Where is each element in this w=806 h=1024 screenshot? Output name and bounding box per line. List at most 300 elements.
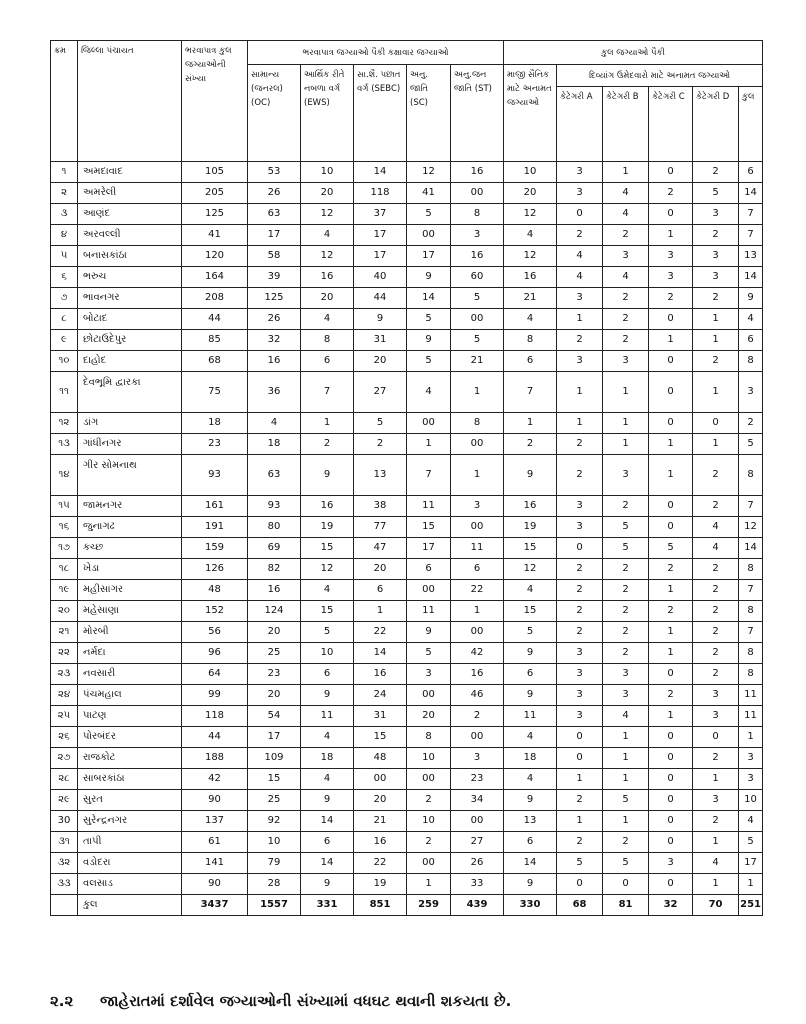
cell-a: 5 (557, 853, 603, 874)
table-row (51, 874, 763, 895)
cell-sebc: 2 (354, 434, 407, 455)
cell-name: છોટાઉદેપુર (78, 330, 182, 351)
cell-d: 1 (693, 874, 739, 895)
cell-name: સુરેન્દ્રનગર (78, 811, 182, 832)
cell-c: 3 (649, 853, 693, 874)
cell-ews: 6 (301, 351, 354, 372)
table-row (51, 748, 763, 769)
cell-b: 5 (603, 853, 649, 874)
cell-sebc: 20 (354, 559, 407, 580)
cell-sebc: 17 (354, 225, 407, 246)
cell-oc: 124 (248, 601, 301, 622)
cell-total: 126 (182, 559, 248, 580)
cell-total: 44 (182, 309, 248, 330)
cell-st: 5 (451, 288, 504, 309)
cell-c: 0 (649, 496, 693, 517)
cell-sr: ૭ (51, 288, 78, 309)
table-row (51, 706, 763, 727)
cell-total: 48 (182, 580, 248, 601)
cell-c: 1 (649, 455, 693, 496)
cell-sr: ૨૪ (51, 685, 78, 706)
cell-sc: 5 (407, 204, 451, 225)
header-ews: આર્થિક રીતે નબળા વર્ગ (EWS) (301, 65, 354, 162)
cell-sc: 5 (407, 351, 451, 372)
cell-oc: 20 (248, 622, 301, 643)
cell-total: 68 (182, 351, 248, 372)
cell-exs: 4 (504, 309, 557, 330)
cell-sr: ૧૩ (51, 434, 78, 455)
cell-sr: ૧૮ (51, 559, 78, 580)
table-row (51, 330, 763, 351)
cell-a: 3 (557, 351, 603, 372)
cell-b: 2 (603, 559, 649, 580)
cell-sebc: 118 (354, 183, 407, 204)
cell-dt: 9 (739, 288, 763, 309)
cell-a: 2 (557, 434, 603, 455)
cell-d: 0 (693, 727, 739, 748)
table-row (51, 413, 763, 434)
cell-sr: ૫ (51, 246, 78, 267)
cell-name: ગાંધીનગર (78, 434, 182, 455)
cell-sc: 9 (407, 330, 451, 351)
cell-sebc: 9 (354, 309, 407, 330)
cell-b: 2 (603, 622, 649, 643)
cell-sc: 2 (407, 832, 451, 853)
cell-name: સાબરકાંઠા (78, 769, 182, 790)
cell-st: 16 (451, 664, 504, 685)
cell-exs: 9 (504, 643, 557, 664)
cell-name: વલસાડ (78, 874, 182, 895)
cell-c: 0 (649, 727, 693, 748)
cell-sr: ૨૦ (51, 601, 78, 622)
cell-total: 118 (182, 706, 248, 727)
cell-st: 00 (451, 727, 504, 748)
cell-sc: 17 (407, 538, 451, 559)
total-row (51, 895, 763, 916)
cell-name: ખેડા (78, 559, 182, 580)
cell-c: 1 (649, 580, 693, 601)
cell-c: 0 (649, 769, 693, 790)
cell-dt: 14 (739, 538, 763, 559)
cell-total: 125 (182, 204, 248, 225)
total-sc: 259 (407, 895, 451, 916)
cell-sebc: 00 (354, 769, 407, 790)
cell-sebc: 48 (354, 748, 407, 769)
cell-name: જામનગર (78, 496, 182, 517)
cell-st: 00 (451, 622, 504, 643)
cell-oc: 92 (248, 811, 301, 832)
cell-sc: 12 (407, 162, 451, 183)
cell-sebc: 19 (354, 874, 407, 895)
cell-c: 0 (649, 162, 693, 183)
cell-d: 1 (693, 832, 739, 853)
footnote (50, 992, 511, 1010)
cell-a: 2 (557, 832, 603, 853)
total-sebc: 851 (354, 895, 407, 916)
cell-name: ભાવનગર (78, 288, 182, 309)
cell-exs: 7 (504, 372, 557, 413)
header-sr: ક્રમ (51, 41, 78, 162)
cell-sc: 5 (407, 309, 451, 330)
cell-d: 5 (693, 183, 739, 204)
cell-oc: 32 (248, 330, 301, 351)
cell-name: આણંદ (78, 204, 182, 225)
cell-ews: 4 (301, 727, 354, 748)
cell-sr: ૨૭ (51, 748, 78, 769)
cell-b: 5 (603, 538, 649, 559)
cell-a: 4 (557, 246, 603, 267)
cell-ews: 7 (301, 372, 354, 413)
cell-d: 3 (693, 246, 739, 267)
table-row (51, 832, 763, 853)
cell-dt: 5 (739, 434, 763, 455)
cell-oc: 125 (248, 288, 301, 309)
cell-c: 0 (649, 309, 693, 330)
cell-b: 2 (603, 601, 649, 622)
cell-ews: 9 (301, 685, 354, 706)
cell-d: 2 (693, 162, 739, 183)
cell-oc: 69 (248, 538, 301, 559)
cell-b: 2 (603, 225, 649, 246)
header-disabled-group: દિવ્યાંગ ઉમેદવારો માટે અનામત જગ્યાઓ (557, 65, 763, 87)
cell-ews: 5 (301, 622, 354, 643)
cell-dt: 2 (739, 413, 763, 434)
cell-exs: 16 (504, 496, 557, 517)
cell-total: 23 (182, 434, 248, 455)
cell-d: 4 (693, 517, 739, 538)
cell-d: 1 (693, 330, 739, 351)
cell-c: 0 (649, 413, 693, 434)
cell-st: 21 (451, 351, 504, 372)
cell-b: 3 (603, 351, 649, 372)
cell-sebc: 5 (354, 413, 407, 434)
cell-b: 3 (603, 246, 649, 267)
cell-dt: 8 (739, 559, 763, 580)
table-row (51, 685, 763, 706)
cell-sc: 41 (407, 183, 451, 204)
table-row (51, 601, 763, 622)
cell-dt: 8 (739, 601, 763, 622)
total-dt: 251 (739, 895, 763, 916)
header-st: અનુ.જન જાતિ (ST) (451, 65, 504, 162)
cell-st: 2 (451, 706, 504, 727)
table-row (51, 351, 763, 372)
header-oc: સામાન્ય (જનરલ) (OC) (248, 65, 301, 162)
cell-st: 6 (451, 559, 504, 580)
cell-ews: 12 (301, 204, 354, 225)
header-district: જિલ્લા પંચાયત (78, 41, 182, 162)
cell-total: 42 (182, 769, 248, 790)
cell-d: 2 (693, 225, 739, 246)
cell-exs: 4 (504, 769, 557, 790)
cell-exs: 10 (504, 162, 557, 183)
cell-oc: 36 (248, 372, 301, 413)
cell-a: 3 (557, 496, 603, 517)
cell-d: 2 (693, 601, 739, 622)
cell-name: નવસારી (78, 664, 182, 685)
cell-dt: 1 (739, 727, 763, 748)
cell-sebc: 47 (354, 538, 407, 559)
cell-total: 188 (182, 748, 248, 769)
cell-sebc: 24 (354, 685, 407, 706)
table-body (51, 162, 763, 916)
cell-oc: 80 (248, 517, 301, 538)
table-header (51, 41, 763, 162)
cell-st: 16 (451, 246, 504, 267)
cell-total: 120 (182, 246, 248, 267)
cell-sc: 14 (407, 288, 451, 309)
cell-b: 2 (603, 496, 649, 517)
header-category-group: ભરવાપાત્ર જગ્યાઓ પૈકી કક્ષાવાર જગ્યાઓ (248, 41, 504, 65)
cell-c: 3 (649, 246, 693, 267)
cell-d: 3 (693, 685, 739, 706)
table-row (51, 225, 763, 246)
cell-st: 16 (451, 162, 504, 183)
cell-name: બનાસકાંઠા (78, 246, 182, 267)
cell-oc: 25 (248, 790, 301, 811)
cell-d: 2 (693, 455, 739, 496)
cell-oc: 63 (248, 204, 301, 225)
cell-d: 1 (693, 309, 739, 330)
cell-oc: 93 (248, 496, 301, 517)
cell-c: 0 (649, 790, 693, 811)
cell-st: 00 (451, 183, 504, 204)
cell-st: 11 (451, 538, 504, 559)
cell-exs: 9 (504, 874, 557, 895)
cell-a: 0 (557, 538, 603, 559)
cell-sr: ૧૪ (51, 455, 78, 496)
cell-ews: 4 (301, 580, 354, 601)
cell-c: 0 (649, 811, 693, 832)
cell-sebc: 31 (354, 706, 407, 727)
cell-total: 159 (182, 538, 248, 559)
cell-total: 93 (182, 455, 248, 496)
cell-oc: 16 (248, 580, 301, 601)
table-row (51, 664, 763, 685)
cell-dt: 8 (739, 664, 763, 685)
cell-oc: 28 (248, 874, 301, 895)
cell-exs: 6 (504, 351, 557, 372)
cell-total: 99 (182, 685, 248, 706)
cell-c: 2 (649, 601, 693, 622)
cell-ews: 4 (301, 225, 354, 246)
cell-sr: ૨૫ (51, 706, 78, 727)
cell-sebc: 37 (354, 204, 407, 225)
cell-name: કચ્છ (78, 538, 182, 559)
cell-a: 2 (557, 225, 603, 246)
table-row (51, 559, 763, 580)
cell-total: 44 (182, 727, 248, 748)
cell-d: 3 (693, 204, 739, 225)
cell-ews: 14 (301, 853, 354, 874)
total-a: 68 (557, 895, 603, 916)
cell-d: 2 (693, 496, 739, 517)
table-row (51, 580, 763, 601)
cell-c: 0 (649, 351, 693, 372)
cell-a: 1 (557, 309, 603, 330)
cell-sc: 2 (407, 790, 451, 811)
cell-oc: 18 (248, 434, 301, 455)
cell-st: 00 (451, 434, 504, 455)
cell-c: 5 (649, 538, 693, 559)
cell-sc: 3 (407, 664, 451, 685)
cell-st: 42 (451, 643, 504, 664)
table-row (51, 267, 763, 288)
cell-oc: 109 (248, 748, 301, 769)
cell-ews: 9 (301, 455, 354, 496)
cell-a: 2 (557, 601, 603, 622)
cell-d: 2 (693, 664, 739, 685)
cell-total: 105 (182, 162, 248, 183)
header-sebc: સા.શૈ. પછાત વર્ગ (SEBC) (354, 65, 407, 162)
header-disabled-total: કુલ (739, 87, 763, 162)
cell-sr: ૧૨ (51, 413, 78, 434)
cell-total: 61 (182, 832, 248, 853)
cell-a: 3 (557, 162, 603, 183)
cell-ews: 2 (301, 434, 354, 455)
cell-a: 1 (557, 769, 603, 790)
cell-a: 0 (557, 748, 603, 769)
cell-exs: 1 (504, 413, 557, 434)
cell-sr: ૧ (51, 162, 78, 183)
table-row (51, 434, 763, 455)
header-sc: અનુ. જાતિ (SC) (407, 65, 451, 162)
cell-a: 1 (557, 413, 603, 434)
table-row (51, 769, 763, 790)
cell-a: 3 (557, 706, 603, 727)
cell-sc: 1 (407, 434, 451, 455)
cell-b: 4 (603, 183, 649, 204)
cell-sc: 6 (407, 559, 451, 580)
cell-sebc: 77 (354, 517, 407, 538)
cell-a: 1 (557, 372, 603, 413)
cell-a: 4 (557, 267, 603, 288)
cell-c: 1 (649, 434, 693, 455)
table-row (51, 496, 763, 517)
cell-oc: 82 (248, 559, 301, 580)
cell-dt: 8 (739, 351, 763, 372)
cell-ews: 1 (301, 413, 354, 434)
cell-dt: 7 (739, 580, 763, 601)
cell-total: 90 (182, 874, 248, 895)
cell-dt: 14 (739, 183, 763, 204)
cell-dt: 6 (739, 330, 763, 351)
cell-name: અમરેલી (78, 183, 182, 204)
cell-oc: 54 (248, 706, 301, 727)
header-ex-serviceman: માજી સૈનિક માટે અનામત જગ્યાઓ (504, 65, 557, 162)
cell-sr: ૬ (51, 267, 78, 288)
cell-sebc: 44 (354, 288, 407, 309)
cell-d: 2 (693, 748, 739, 769)
cell-d: 2 (693, 580, 739, 601)
cell-sr: ૮ (51, 309, 78, 330)
cell-sr: ૨૩ (51, 664, 78, 685)
footnote-text: જાહેરાતમાં દર્શાવેલ જગ્યાઓની સંખ્યામાં વધઘટ થવાની શકયતા છે. (100, 992, 512, 1010)
cell-dt: 12 (739, 517, 763, 538)
cell-b: 5 (603, 517, 649, 538)
cell-exs: 5 (504, 622, 557, 643)
cell-b: 0 (603, 874, 649, 895)
cell-b: 3 (603, 664, 649, 685)
header-cat-b: કેટેગરી B (603, 87, 649, 162)
total-d: 70 (693, 895, 739, 916)
table-row (51, 853, 763, 874)
cell-dt: 8 (739, 643, 763, 664)
cell-oc: 16 (248, 351, 301, 372)
cell-name: અરવલ્લી (78, 225, 182, 246)
cell-b: 3 (603, 685, 649, 706)
cell-sebc: 20 (354, 351, 407, 372)
cell-ews: 10 (301, 162, 354, 183)
cell-exs: 9 (504, 685, 557, 706)
cell-st: 23 (451, 769, 504, 790)
cell-name: વડોદરા (78, 853, 182, 874)
cell-exs: 8 (504, 330, 557, 351)
cell-total: 137 (182, 811, 248, 832)
cell-sc: 00 (407, 225, 451, 246)
cell-a: 3 (557, 685, 603, 706)
cell-exs: 20 (504, 183, 557, 204)
cell-b: 5 (603, 790, 649, 811)
cell-a: 0 (557, 727, 603, 748)
cell-dt: 7 (739, 225, 763, 246)
cell-a: 2 (557, 580, 603, 601)
cell-name: બોટાદ (78, 309, 182, 330)
cell-b: 4 (603, 706, 649, 727)
table-row (51, 538, 763, 559)
cell-c: 0 (649, 517, 693, 538)
cell-exs: 18 (504, 748, 557, 769)
cell-ews: 9 (301, 790, 354, 811)
cell-b: 2 (603, 832, 649, 853)
cell-sebc: 21 (354, 811, 407, 832)
cell-exs: 13 (504, 811, 557, 832)
cell-dt: 4 (739, 309, 763, 330)
cell-exs: 4 (504, 225, 557, 246)
cell-sr: ૪ (51, 225, 78, 246)
header-total-group: કુલ જગ્યાઓ પૈકી (504, 41, 763, 65)
cell-sc: 10 (407, 811, 451, 832)
cell-sc: 00 (407, 769, 451, 790)
cell-d: 4 (693, 538, 739, 559)
cell-st: 3 (451, 748, 504, 769)
cell-sr: ૩૧ (51, 832, 78, 853)
cell-sc: 7 (407, 455, 451, 496)
cell-ews: 16 (301, 267, 354, 288)
cell-sebc: 6 (354, 580, 407, 601)
cell-b: 1 (603, 372, 649, 413)
cell-ews: 10 (301, 643, 354, 664)
cell-dt: 7 (739, 622, 763, 643)
cell-sc: 11 (407, 496, 451, 517)
cell-exs: 9 (504, 790, 557, 811)
cell-c: 3 (649, 267, 693, 288)
cell-b: 2 (603, 643, 649, 664)
cell-d: 2 (693, 351, 739, 372)
cell-sc: 15 (407, 517, 451, 538)
header-cat-a: કેટેગરી A (557, 87, 603, 162)
cell-c: 2 (649, 183, 693, 204)
cell-ews: 6 (301, 832, 354, 853)
header-cat-d: કેટેગરી D (693, 87, 739, 162)
cell-st: 46 (451, 685, 504, 706)
cell-d: 2 (693, 559, 739, 580)
cell-dt: 7 (739, 496, 763, 517)
cell-d: 0 (693, 413, 739, 434)
cell-name: અમદાવાદ (78, 162, 182, 183)
cell-ews: 19 (301, 517, 354, 538)
cell-name: ડાંગ (78, 413, 182, 434)
